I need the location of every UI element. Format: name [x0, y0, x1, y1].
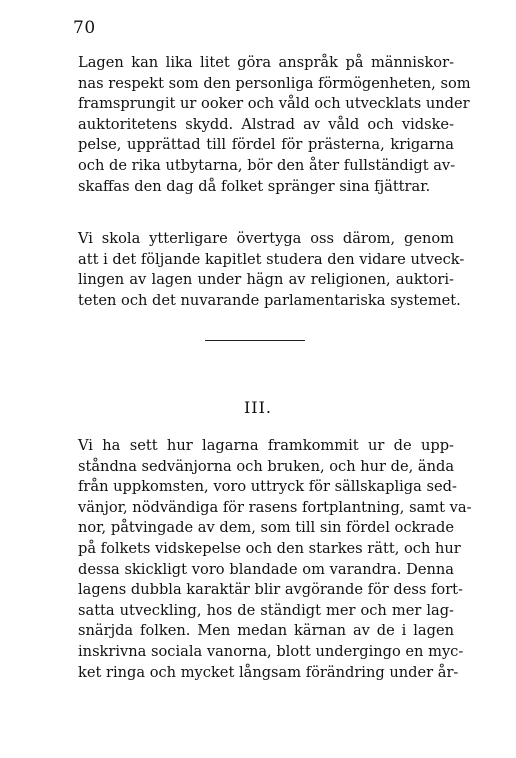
text-line: Lagen kan lika litet göra anspråk på människor- — [78, 54, 454, 71]
text-line: vänjor, nödvändiga för rasens fortplantning, samt va- — [78, 498, 472, 516]
text-line: lagens dubbla karaktär blir avgörande för dess fort- — [78, 581, 463, 599]
paragraph-1 — [78, 53, 471, 197]
text-line: ståndna sedvänjorna och bruken, och hur de, ända — [78, 457, 455, 475]
text-line: dessa skickligt voro blandade om varandra. Denna — [78, 560, 454, 578]
text-line: snärjda folken. Men medan kärnan av de i lagen — [78, 622, 454, 640]
paragraph-2 — [78, 229, 465, 311]
text-line: Vi skola ytterligare övertyga oss därom, genom — [78, 230, 454, 247]
text-line: inskrivna sociala vanorna, blott undergingo en myc- — [78, 642, 464, 660]
text-line: satta utveckling, hos de ständigt mer och mer lag- — [78, 601, 454, 619]
text-line: nas respekt som den personliga förmögenheten, som — [78, 74, 471, 92]
paragraph-3 — [78, 436, 472, 683]
text-line: och de rika utbytarna, bör den åter fullständigt av- — [78, 156, 456, 174]
text-line: på folkets vidskepelse och den starkes rätt, och hur — [78, 539, 461, 557]
text-line: från uppkomsten, voro uttryck för sällskapliga sed- — [78, 478, 457, 496]
text-line: skaffas den dag då folket spränger sina fjättrar. — [78, 177, 431, 195]
text-line: ket ringa och mycket långsam förändring under år- — [78, 663, 459, 681]
text-line: teten och det nuvarande parlamentariska systemet. — [78, 291, 461, 309]
text-line: nor, påtvingade av dem, som till sin fördel ockrade — [78, 519, 454, 537]
page-number: 70 — [73, 18, 96, 38]
text-line: lingen av lagen under hägn av religionen, auktori- — [78, 271, 454, 289]
text-line: auktoritetens skydd. Alstrad av våld och vidske- — [78, 115, 454, 133]
text-line: att i det följande kapitlet studera den vidare utveck- — [78, 250, 465, 268]
section-divider — [205, 340, 305, 341]
section-heading: III. — [243, 398, 273, 417]
text-line: Vi ha sett hur lagarna framkommit ur de upp- — [78, 437, 454, 454]
text-line: framsprungit ur ooker och våld och utvecklats under — [78, 95, 470, 113]
text-line: pelse, upprättad till fördel för prästerna, krigarna — [78, 136, 454, 154]
